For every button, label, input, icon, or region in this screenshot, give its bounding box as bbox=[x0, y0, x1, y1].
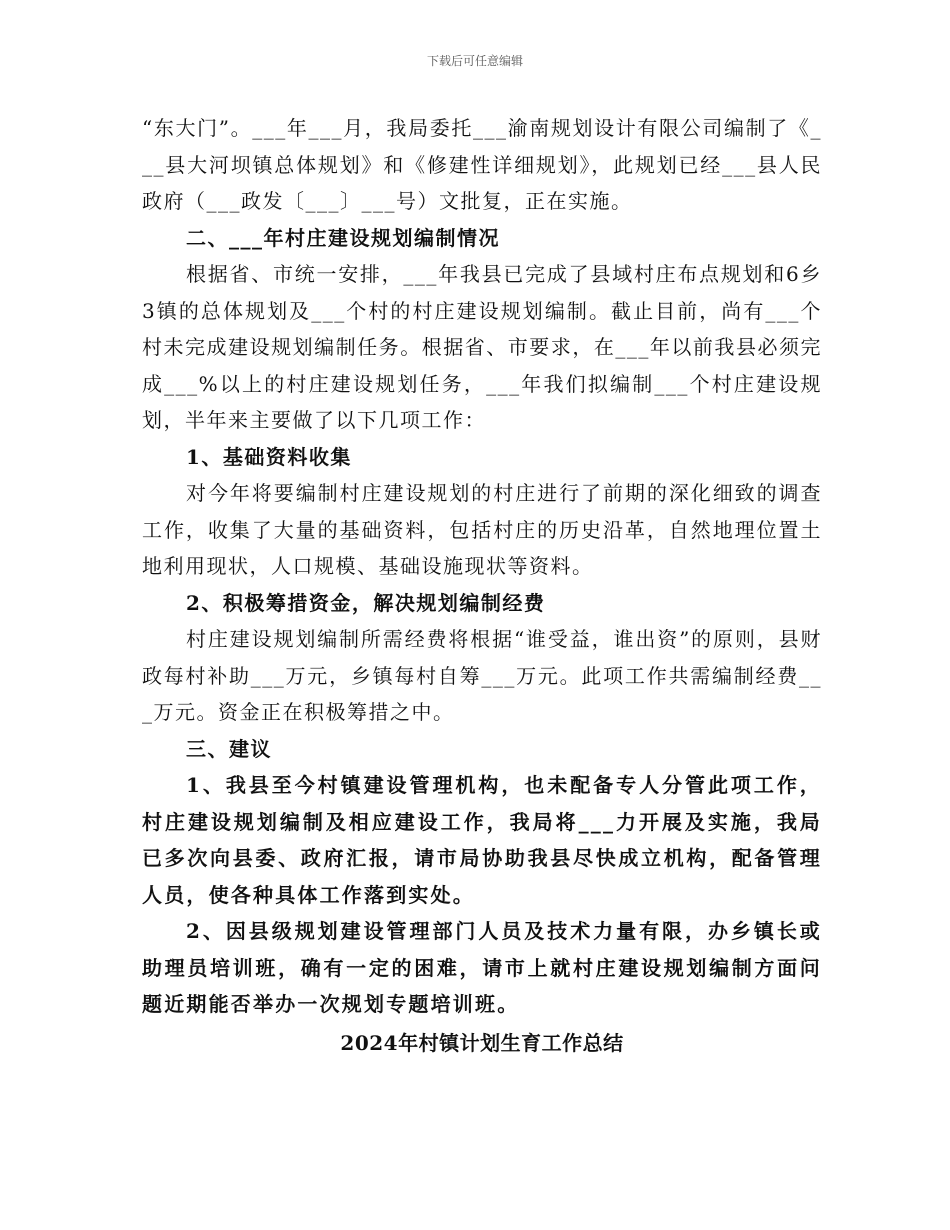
paragraph-intro: “东大门”。___年___月，我局委托___渝南规划设计有限公司编制了《___县大河坝镇总体规划》和《修建性详细规划》，此规划已经___县人民政府（___政发〔___〕___号）文批复，正在实施。 bbox=[142, 116, 822, 213]
section-heading-2: 二、___年村庄建设规划编制情况 bbox=[186, 225, 500, 250]
subheading-funding: 2、积极筹措资金，解决规划编制经费 bbox=[186, 590, 546, 615]
subheading-data-collection: 1、基础资料收集 bbox=[186, 444, 352, 469]
page-header: 下载后可任意编辑 bbox=[426, 54, 523, 68]
document-title: 2024年村镇计划生育工作总结 bbox=[340, 1030, 624, 1055]
paragraph-suggestion-2: 2、因县级规划建设管理部门人员及技术力量有限，办乡镇长或助理员培训班，确有一定的困难，请市上就村庄建设规划编制方面问题近期能否举办一次规划专题培训班。 bbox=[142, 919, 822, 1016]
paragraph-planning-status: 根据省、市统一安排，___年我县已完成了县域村庄布点规划和6乡3镇的总体规划及___个村的村庄建设规划编制。截止目前，尚有___个村未完成建设规划编制任务。根据省、市要求，在___年以前我县必须完成___%以上的村庄建设规划任务，___年我们拟编制___个村庄建设规划，半年来主要做了以下几项工作： bbox=[142, 262, 822, 432]
paragraph-funding: 村庄建设规划编制所需经费将根据“谁受益，谁出资”的原则，县财政每村补助___万元，乡镇每村自筹___万元。此项工作共需编制经费___万元。资金正在积极筹措之中。 bbox=[142, 627, 822, 724]
section-heading-3: 三、建议 bbox=[186, 736, 272, 761]
document-body bbox=[142, 110, 822, 1061]
paragraph-data-collection: 对今年将要编制村庄建设规划的村庄进行了前期的深化细致的调查工作，收集了大量的基础资料，包括村庄的历史沿革，自然地理位置土地利用现状，人口规模、基础设施现状等资料。 bbox=[142, 481, 822, 578]
paragraph-suggestion-1: 1、我县至今村镇建设管理机构，也未配备专人分管此项工作，村庄建设规划编制及相应建设工作，我局将___力开展及实施，我局已多次向县委、政府汇报，请市局协助我县尽快成立机构，配备管理人员，使各种具体工作落到实处。 bbox=[142, 773, 822, 907]
